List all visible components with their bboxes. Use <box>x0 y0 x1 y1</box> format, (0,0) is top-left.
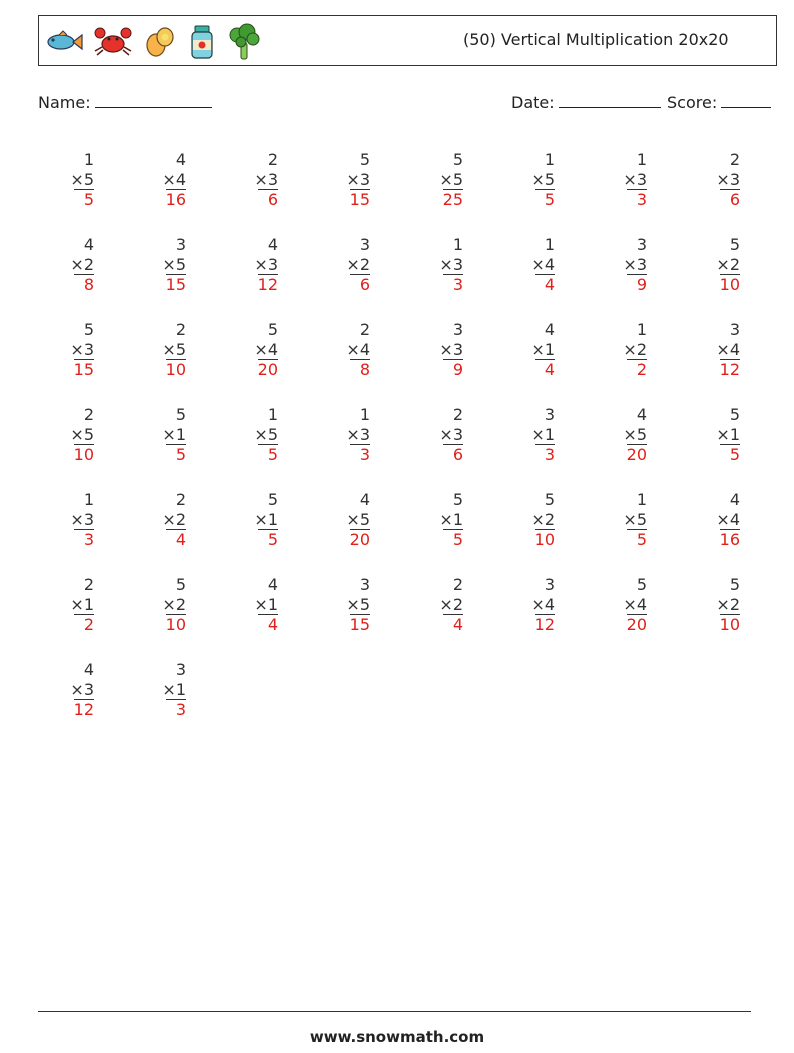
multiplier: ×3 <box>439 254 463 274</box>
answer: 3 <box>627 189 647 210</box>
multiplicand: 5 <box>544 490 555 509</box>
multiplicand: 4 <box>175 150 186 169</box>
multiplication-problem <box>607 320 647 380</box>
fish-icon <box>43 27 83 57</box>
multiplier: ×3 <box>346 424 370 444</box>
multiplication-problem <box>607 490 647 550</box>
answer: 3 <box>74 529 94 550</box>
multiplicand: 5 <box>175 575 186 594</box>
multiplier: ×5 <box>254 424 278 444</box>
multiplicand: 5 <box>452 150 463 169</box>
broccoli-icon <box>227 23 261 61</box>
multiplier: ×3 <box>254 254 278 274</box>
multiplier: ×5 <box>162 254 186 274</box>
multiplication-problem <box>515 150 555 210</box>
multiplicand: 3 <box>544 405 555 424</box>
multiplier: ×3 <box>70 339 94 359</box>
answer: 5 <box>74 189 94 210</box>
answer: 20 <box>257 360 278 379</box>
multiplication-problem <box>330 490 370 550</box>
multiplier: ×3 <box>346 169 370 189</box>
answer: 5 <box>443 529 463 550</box>
multiplication-problem <box>423 235 463 295</box>
answer: 8 <box>350 359 370 380</box>
multiplier: ×5 <box>346 509 370 529</box>
date-label: Date: <box>511 93 555 112</box>
answer: 10 <box>73 445 94 464</box>
multiplicand: 3 <box>175 660 186 679</box>
multiplicand: 5 <box>729 575 740 594</box>
answer: 20 <box>626 615 647 634</box>
multiplication-problem <box>700 320 740 380</box>
multiplier: ×4 <box>254 339 278 359</box>
multiplicand: 4 <box>83 660 94 679</box>
multiplication-problem <box>330 150 370 210</box>
multiplication-problem <box>54 235 94 295</box>
answer: 8 <box>74 274 94 295</box>
multiplicand: 5 <box>267 320 278 339</box>
answer: 6 <box>258 189 278 210</box>
multiplication-problem <box>423 490 463 550</box>
multiplicand: 1 <box>452 235 463 254</box>
multiplier: ×5 <box>70 169 94 189</box>
worksheet-header <box>38 15 777 66</box>
multiplier: ×4 <box>623 594 647 614</box>
multiplication-problem <box>423 405 463 465</box>
multiplicand: 2 <box>452 575 463 594</box>
multiplication-problem <box>146 150 186 210</box>
multiplier: ×2 <box>346 254 370 274</box>
multiplier: ×1 <box>716 424 740 444</box>
multiplication-problem <box>54 490 94 550</box>
answer: 6 <box>443 444 463 465</box>
answer: 10 <box>719 275 740 294</box>
answer: 10 <box>719 615 740 634</box>
multiplication-problem <box>515 235 555 295</box>
answer: 5 <box>258 444 278 465</box>
multiplier: ×1 <box>162 424 186 444</box>
multiplicand: 2 <box>83 575 94 594</box>
multiplicand: 1 <box>83 150 94 169</box>
answer: 5 <box>535 189 555 210</box>
multiplication-problem <box>146 235 186 295</box>
multiplicand: 5 <box>267 490 278 509</box>
multiplicand: 1 <box>83 490 94 509</box>
multiplicand: 4 <box>729 490 740 509</box>
date-field <box>511 93 661 112</box>
answer: 5 <box>627 529 647 550</box>
multiplication-problem <box>54 575 94 635</box>
multiplicand: 4 <box>267 575 278 594</box>
multiplier: ×1 <box>439 509 463 529</box>
score-label: Score: <box>667 93 718 112</box>
multiplication-problem <box>146 405 186 465</box>
multiplication-problem <box>238 320 278 380</box>
answer: 9 <box>443 359 463 380</box>
answer: 5 <box>258 529 278 550</box>
multiplier: ×2 <box>716 594 740 614</box>
multiplication-problem <box>607 235 647 295</box>
multiplicand: 5 <box>359 150 370 169</box>
answer: 5 <box>720 444 740 465</box>
multiplication-problem <box>54 150 94 210</box>
multiplicand: 2 <box>83 405 94 424</box>
multiplication-problem <box>700 490 740 550</box>
multiplication-problem <box>607 575 647 635</box>
multiplicand: 2 <box>267 150 278 169</box>
multiplicand: 1 <box>544 235 555 254</box>
multiplicand: 4 <box>83 235 94 254</box>
multiplier: ×1 <box>162 679 186 699</box>
answer: 10 <box>165 360 186 379</box>
answer: 6 <box>350 274 370 295</box>
multiplication-problem <box>146 490 186 550</box>
multiplicand: 5 <box>83 320 94 339</box>
footer-url: www.snowmath.com <box>309 1028 485 1046</box>
eggs-icon <box>143 25 177 59</box>
answer: 4 <box>535 359 555 380</box>
answer: 4 <box>535 274 555 295</box>
multiplicand: 5 <box>636 575 647 594</box>
multiplication-problem <box>515 490 555 550</box>
multiplier: ×3 <box>623 254 647 274</box>
multiplicand: 1 <box>544 150 555 169</box>
multiplication-problem <box>515 575 555 635</box>
answer: 3 <box>166 699 186 720</box>
multiplier: ×3 <box>70 679 94 699</box>
multiplication-problem <box>700 235 740 295</box>
multiplication-problem <box>423 150 463 210</box>
multiplier: ×5 <box>346 594 370 614</box>
multiplicand: 3 <box>359 575 370 594</box>
answer: 4 <box>258 614 278 635</box>
answer: 3 <box>350 444 370 465</box>
multiplicand: 4 <box>636 405 647 424</box>
answer: 4 <box>166 529 186 550</box>
multiplier: ×4 <box>716 339 740 359</box>
multiplier: ×5 <box>531 169 555 189</box>
multiplier: ×4 <box>162 169 186 189</box>
multiplier: ×1 <box>70 594 94 614</box>
multiplication-problem <box>607 150 647 210</box>
multiplication-problem <box>423 575 463 635</box>
answer: 15 <box>73 360 94 379</box>
multiplication-problem <box>330 405 370 465</box>
multiplication-problem <box>238 575 278 635</box>
multiplication-problem <box>54 405 94 465</box>
multiplier: ×5 <box>439 169 463 189</box>
multiplication-problem <box>238 150 278 210</box>
multiplicand: 1 <box>359 405 370 424</box>
multiplier: ×2 <box>716 254 740 274</box>
multiplication-problem <box>146 320 186 380</box>
answer: 20 <box>626 445 647 464</box>
multiplication-problem <box>238 490 278 550</box>
multiplication-problem <box>700 405 740 465</box>
multiplication-problem <box>700 150 740 210</box>
multiplier: ×5 <box>623 509 647 529</box>
answer: 25 <box>442 190 463 209</box>
multiplier: ×1 <box>531 424 555 444</box>
multiplier: ×5 <box>623 424 647 444</box>
multiplier: ×2 <box>531 509 555 529</box>
multiplier: ×4 <box>716 509 740 529</box>
multiplier: ×3 <box>70 509 94 529</box>
multiplicand: 1 <box>636 150 647 169</box>
header-icons <box>43 22 261 62</box>
name-label: Name: <box>38 93 91 112</box>
multiplicand: 1 <box>636 320 647 339</box>
multiplicand: 3 <box>175 235 186 254</box>
multiplier: ×3 <box>439 424 463 444</box>
multiplicand: 3 <box>359 235 370 254</box>
multiplier: ×3 <box>254 169 278 189</box>
multiplication-problem <box>700 575 740 635</box>
multiplicand: 3 <box>452 320 463 339</box>
multiplication-problem <box>54 320 94 380</box>
answer: 2 <box>627 359 647 380</box>
multiplier: ×3 <box>439 339 463 359</box>
multiplier: ×2 <box>623 339 647 359</box>
multiplication-problem <box>607 405 647 465</box>
name-blank[interactable] <box>95 93 212 108</box>
multiplication-problem <box>146 660 186 720</box>
multiplicand: 4 <box>544 320 555 339</box>
answer: 15 <box>349 190 370 209</box>
answer: 20 <box>349 530 370 549</box>
multiplier: ×2 <box>70 254 94 274</box>
multiplicand: 4 <box>267 235 278 254</box>
multiplicand: 4 <box>359 490 370 509</box>
multiplicand: 1 <box>267 405 278 424</box>
answer: 12 <box>719 360 740 379</box>
multiplier: ×4 <box>346 339 370 359</box>
answer: 3 <box>535 444 555 465</box>
multiplicand: 5 <box>729 405 740 424</box>
multiplicand: 3 <box>729 320 740 339</box>
worksheet-title: (50) Vertical Multiplication 20x20 <box>463 30 729 49</box>
multiplication-problem <box>238 405 278 465</box>
answer: 10 <box>534 530 555 549</box>
multiplier: ×3 <box>716 169 740 189</box>
multiplicand: 2 <box>452 405 463 424</box>
answer: 16 <box>719 530 740 549</box>
answer: 10 <box>165 615 186 634</box>
multiplicand: 2 <box>729 150 740 169</box>
multiplication-problem <box>146 575 186 635</box>
answer: 12 <box>73 700 94 719</box>
multiplier: ×4 <box>531 594 555 614</box>
answer: 15 <box>165 275 186 294</box>
multiplication-problem <box>423 320 463 380</box>
multiplication-problem <box>54 660 94 720</box>
answer: 12 <box>257 275 278 294</box>
multiplier: ×1 <box>254 509 278 529</box>
multiplication-problem <box>238 235 278 295</box>
multiplicand: 5 <box>175 405 186 424</box>
answer: 3 <box>443 274 463 295</box>
multiplier: ×2 <box>162 594 186 614</box>
footer-divider <box>38 1011 751 1012</box>
answer: 6 <box>720 189 740 210</box>
multiplier: ×3 <box>623 169 647 189</box>
jam-jar-icon <box>187 24 217 60</box>
multiplication-problem <box>330 575 370 635</box>
answer: 4 <box>443 614 463 635</box>
multiplication-problem <box>515 320 555 380</box>
answer: 12 <box>534 615 555 634</box>
multiplicand: 3 <box>544 575 555 594</box>
multiplication-problem <box>330 320 370 380</box>
multiplication-problem <box>515 405 555 465</box>
multiplier: ×2 <box>439 594 463 614</box>
answer: 15 <box>349 615 370 634</box>
multiplicand: 2 <box>359 320 370 339</box>
score-blank[interactable] <box>721 93 771 108</box>
multiplicand: 5 <box>452 490 463 509</box>
multiplication-problem <box>330 235 370 295</box>
answer: 5 <box>166 444 186 465</box>
score-field <box>667 93 771 112</box>
answer: 16 <box>165 190 186 209</box>
multiplicand: 1 <box>636 490 647 509</box>
multiplicand: 2 <box>175 320 186 339</box>
multiplier: ×5 <box>70 424 94 444</box>
multiplicand: 5 <box>729 235 740 254</box>
crab-icon <box>93 25 133 59</box>
answer: 2 <box>74 614 94 635</box>
name-field <box>38 93 212 112</box>
multiplier: ×1 <box>531 339 555 359</box>
multiplier: ×4 <box>531 254 555 274</box>
multiplier: ×5 <box>162 339 186 359</box>
date-blank[interactable] <box>559 93 661 108</box>
multiplicand: 3 <box>636 235 647 254</box>
multiplier: ×1 <box>254 594 278 614</box>
answer: 9 <box>627 274 647 295</box>
multiplier: ×2 <box>162 509 186 529</box>
multiplicand: 2 <box>175 490 186 509</box>
